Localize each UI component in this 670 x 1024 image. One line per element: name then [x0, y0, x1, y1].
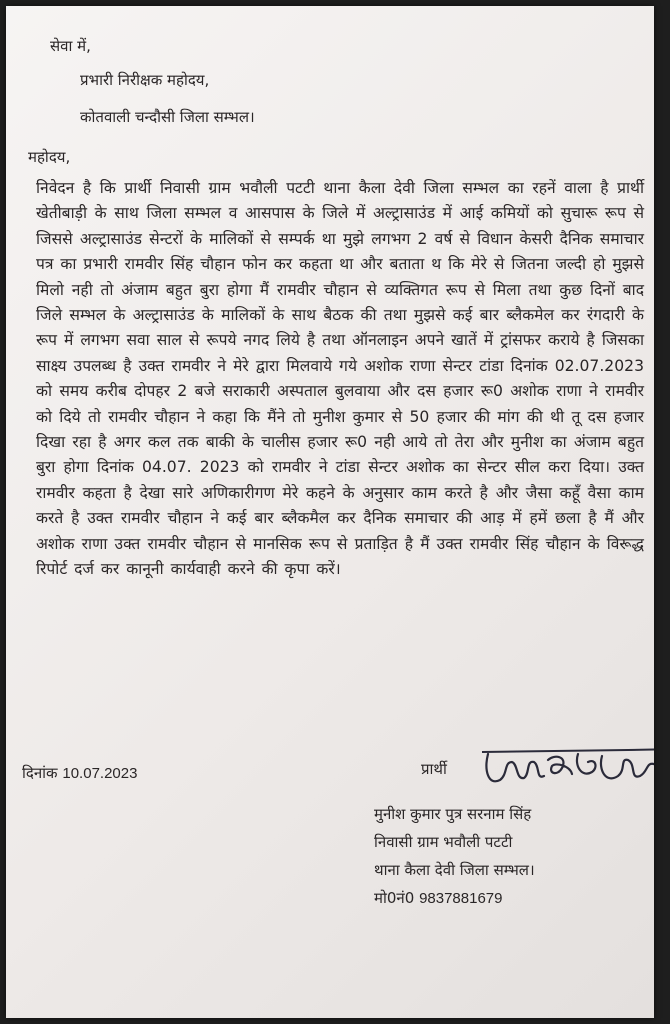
date-label: दिनांक [22, 764, 58, 782]
sender-village: निवासी ग्राम भवौली पटटी [374, 833, 513, 851]
letter-page [6, 6, 654, 1018]
sender-district: थाना कैला देवी जिला सम्भल। [374, 861, 535, 879]
date-value: 10.07.2023 [62, 765, 138, 782]
date-line [22, 762, 137, 785]
greeting: महोदय, [28, 148, 71, 166]
sender-name: मुनीश कुमार पुत्र सरनाम सिंह [374, 805, 532, 823]
applicant-label: प्रार्थी [421, 760, 447, 778]
mobile-label: मो0नं0 [374, 889, 415, 907]
recipient-title: प्रभारी निरीक्षक महोदय, [80, 71, 210, 89]
salutation-to: सेवा में, [50, 37, 91, 55]
mobile-line [374, 887, 503, 910]
letter-body: निवेदन है कि प्रार्थी निवासी ग्राम भवौली पटटी थाना कैला देवी जिला सम्भल का रहनें वाला है प्रार्थी खेतीबाड़ी के साथ जिला सम्भल व आसपास के जिले में अल्ट्रासाउंड में आई कमियों को सुचारू रूप से जिससे अल्ट्रासाउंड सेन्टरों के मालिकों से सम्पर्क था मुझे लगभग 2 वर्ष से विधान केसरी दैनिक समाचार पत्र का प्रभारी रामवीर सिंह चौहान फोन कर कहता था और बताता थ कि मेरे से जितना जल्दी हो मुझसे मिलो नही तो अंजाम बहुत बुरा होगा मैं रामवीर चौहान से व्यक्तिगत रूप से मिला तथा कुछ दिनों बाद जिले सम्भल के अल्ट्रासाउंड के मालिकों के साथ बैठक की तथा मुझसे कई बार ब्लैकमेल कर रंगदारी के रूप में लगभग सवा साल से रूपये नगद लिये है तथा ऑनलाइन अपने खातें में ट्रांसफर कराये है जिसका साक्ष्य उपलब्ध है उक्त रामवीर ने मेरे द्वारा मिलवाये गये अशोक राणा सेन्टर टांडा दिनांक 02.07.2023 को समय करीब दोपहर 2 बजे सराकारी अस्पताल बुलवाया और दस हजार रू0 अशोक राणा ने रामवीर को दिये तो रामवीर चौहान ने कहा कि मैंने तो मुनीश कुमार से 50 हजार की मांग की थी तू दस हजार दिखा रहा है अगर कल तक बाकी के चालीस हजार रू0 नही आये तो तेरा और मुनीश का अंजाम बहुत बुरा होगा दिनांक 04.07. 2023 को रामवीर ने टांडा सेन्टर अशोक का सेन्टर सील करा दिया। उक्त रामवीर कहता है देखा सारे अणिकारीगण मेरे कहने के अनुसार काम करते है और जैसा कहूँ वैसा काम करते है उक्त रामवीर चौहान ने कई बार ब्लैकमैल कर दैनिक समाचार की आड़ में हमें छला है मैं और अशोक राणा उक्त रामवीर चौहान से मानसिक रूप से प्रताड़ित है मैं उक्त रामवीर सिंह चौहान के विरूद्ध रिपोर्ट दर्ज कर कानूनी कार्यवाही करने की कृपा करें। [36, 179, 644, 579]
recipient-address: कोतवाली चन्दौसी जिला सम्भल। [80, 108, 255, 126]
mobile-number: 9837881679 [419, 890, 503, 907]
signature-image [478, 740, 654, 800]
